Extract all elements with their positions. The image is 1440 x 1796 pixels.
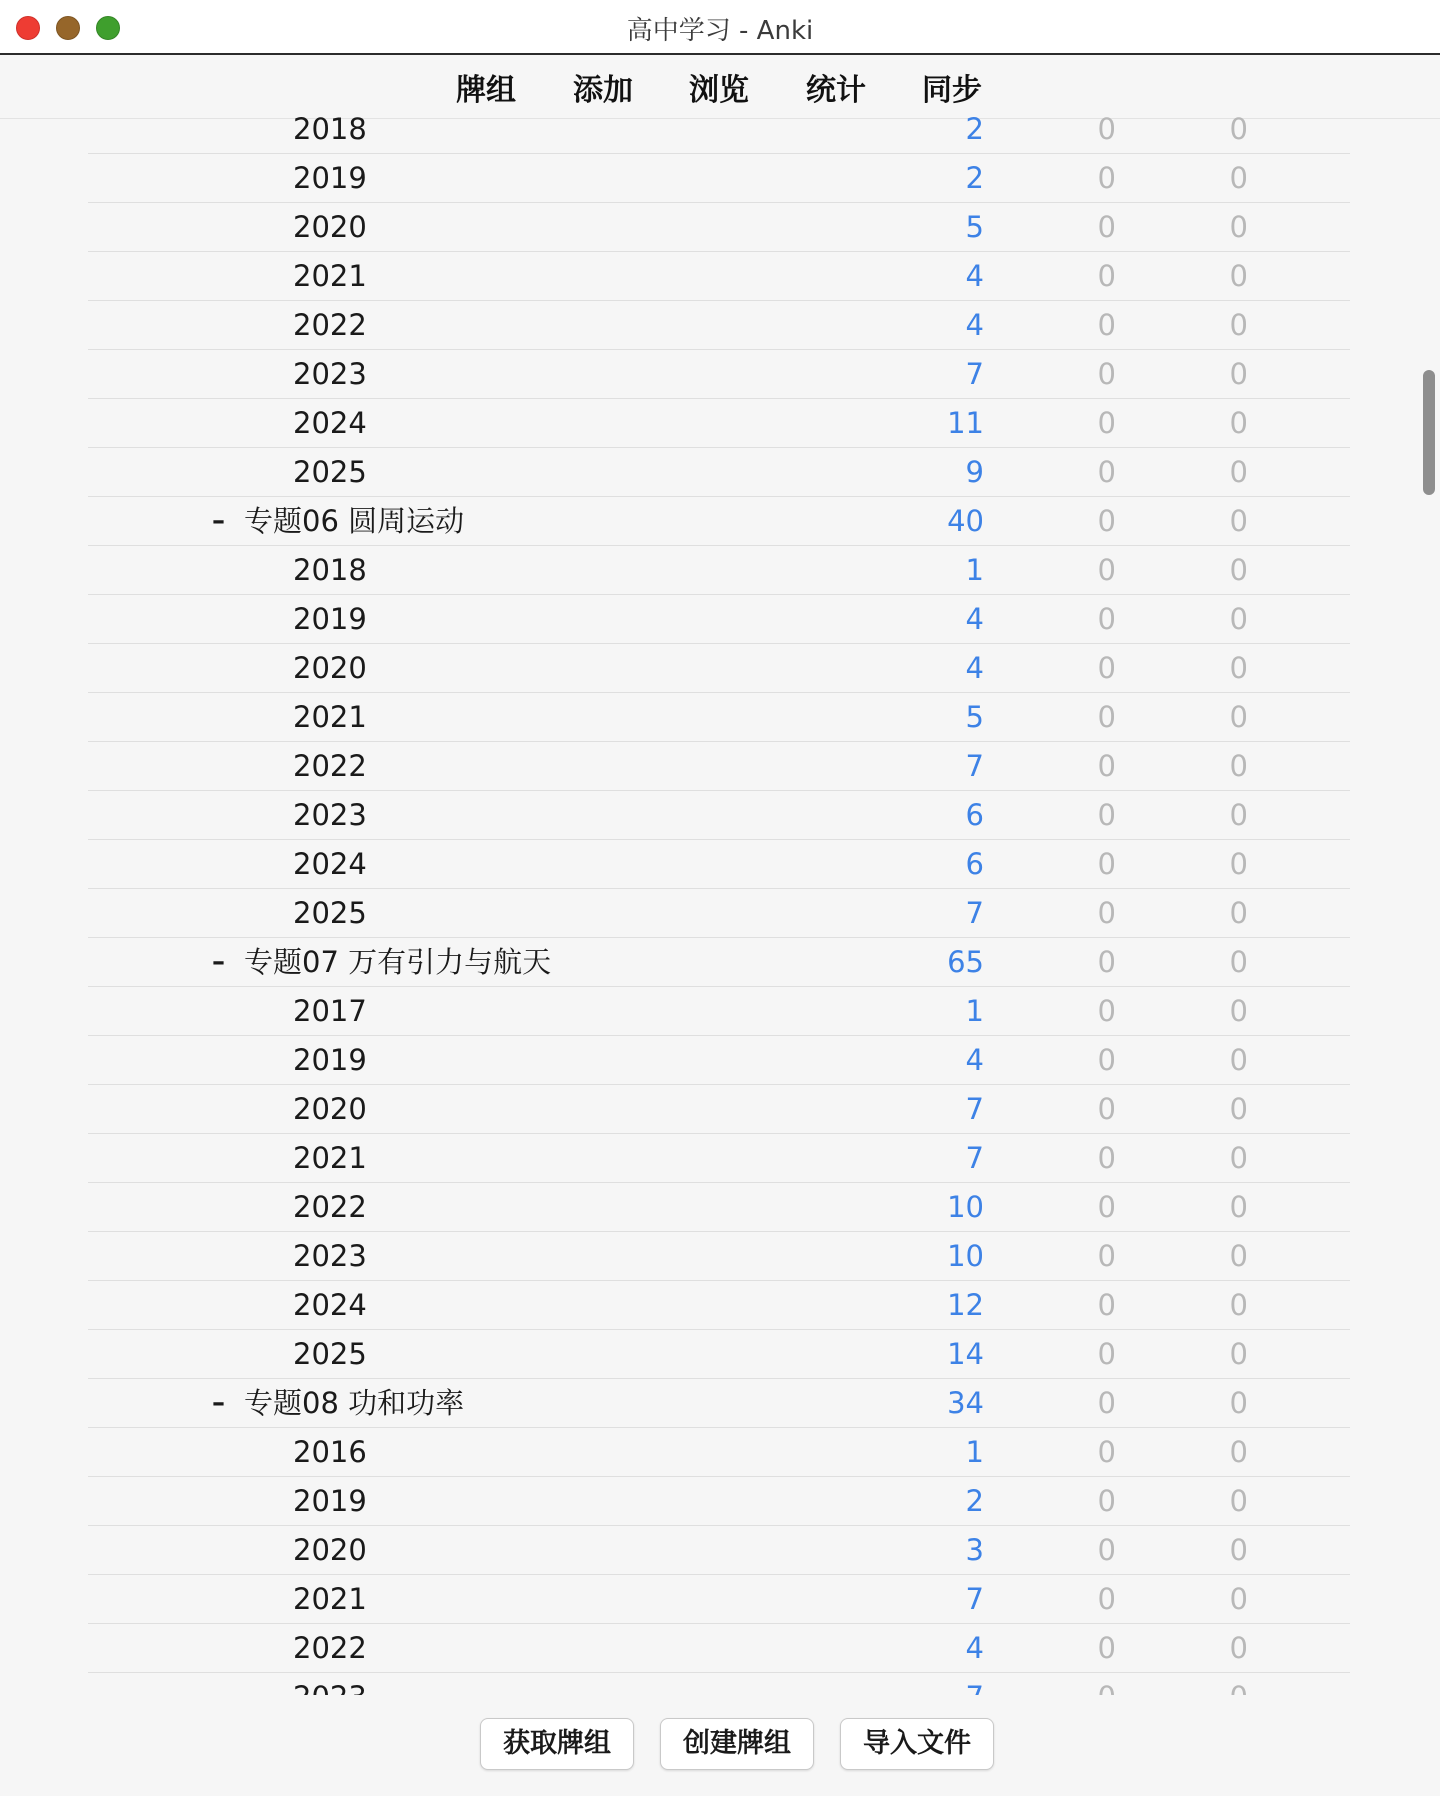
new-count: 7 bbox=[965, 1092, 984, 1126]
deck-name[interactable]: 2024 bbox=[293, 1288, 367, 1322]
deck-name[interactable]: 2021 bbox=[293, 259, 367, 293]
deck-row[interactable] bbox=[88, 154, 1350, 203]
learn-count: 0 bbox=[1097, 1582, 1116, 1616]
new-count: 1 bbox=[965, 553, 984, 587]
new-count: 5 bbox=[965, 700, 984, 734]
deck-name[interactable]: 2023 bbox=[293, 1239, 367, 1273]
new-count: 5 bbox=[965, 210, 984, 244]
learn-count: 0 bbox=[1097, 798, 1116, 832]
learn-count: 0 bbox=[1097, 1288, 1116, 1322]
deck-name[interactable]: 2025 bbox=[293, 1337, 367, 1371]
learn-count: 0 bbox=[1097, 749, 1116, 783]
due-count: 0 bbox=[1229, 798, 1248, 832]
due-count: 0 bbox=[1229, 308, 1248, 342]
deck-row[interactable] bbox=[88, 644, 1350, 693]
learn-count: 0 bbox=[1097, 1141, 1116, 1175]
due-count: 0 bbox=[1229, 504, 1248, 538]
deck-row[interactable] bbox=[88, 1330, 1350, 1379]
deck-row-parent[interactable] bbox=[88, 1379, 1350, 1428]
deck-row[interactable] bbox=[88, 1477, 1350, 1526]
learn-count: 0 bbox=[1097, 602, 1116, 636]
new-count: 10 bbox=[947, 1239, 984, 1273]
deck-name[interactable]: 2025 bbox=[293, 896, 367, 930]
due-count: 0 bbox=[1229, 1239, 1248, 1273]
get-shared-button[interactable]: 获取牌组 bbox=[480, 1718, 634, 1770]
new-count: 11 bbox=[947, 406, 984, 440]
learn-count: 0 bbox=[1097, 161, 1116, 195]
scrollbar-thumb[interactable] bbox=[1423, 370, 1435, 495]
deck-name[interactable]: 2020 bbox=[293, 651, 367, 685]
learn-count: 0 bbox=[1097, 308, 1116, 342]
new-count: 10 bbox=[947, 1190, 984, 1224]
due-count: 0 bbox=[1229, 1141, 1248, 1175]
toolbar-decks[interactable]: 牌组 bbox=[456, 73, 516, 108]
deck-name[interactable]: 2018 bbox=[293, 553, 367, 587]
new-count: 1 bbox=[965, 1435, 984, 1469]
deck-row[interactable] bbox=[88, 1036, 1350, 1085]
deck-name[interactable]: 2019 bbox=[293, 1484, 367, 1518]
due-count: 0 bbox=[1229, 1582, 1248, 1616]
deck-row[interactable] bbox=[88, 987, 1350, 1036]
due-count: 0 bbox=[1229, 749, 1248, 783]
deck-name[interactable]: 2021 bbox=[293, 1582, 367, 1616]
deck-row[interactable] bbox=[88, 1085, 1350, 1134]
deck-row[interactable] bbox=[88, 1526, 1350, 1575]
new-count: 4 bbox=[965, 1043, 984, 1077]
deck-row[interactable] bbox=[88, 889, 1350, 938]
new-count: 4 bbox=[965, 1631, 984, 1665]
learn-count: 0 bbox=[1097, 504, 1116, 538]
deck-name[interactable]: 2020 bbox=[293, 1092, 367, 1126]
due-count: 0 bbox=[1229, 1631, 1248, 1665]
learn-count: 0 bbox=[1097, 259, 1116, 293]
learn-count: 0 bbox=[1097, 945, 1116, 979]
deck-name[interactable]: 2019 bbox=[293, 161, 367, 195]
new-count: 4 bbox=[965, 308, 984, 342]
collapse-toggle[interactable]: – bbox=[212, 506, 225, 536]
deck-row[interactable] bbox=[88, 350, 1350, 399]
new-count: 7 bbox=[965, 357, 984, 391]
due-count: 0 bbox=[1229, 1533, 1248, 1567]
deck-name[interactable]: 2023 bbox=[293, 798, 367, 832]
learn-count: 0 bbox=[1097, 1239, 1116, 1273]
bottom-bar bbox=[0, 1695, 1440, 1796]
new-count: 7 bbox=[965, 1582, 984, 1616]
learn-count: 0 bbox=[1097, 1435, 1116, 1469]
toolbar-browse[interactable]: 浏览 bbox=[689, 73, 749, 108]
learn-count: 0 bbox=[1097, 1533, 1116, 1567]
import-file-button[interactable]: 导入文件 bbox=[840, 1718, 994, 1770]
deck-row[interactable] bbox=[88, 546, 1350, 595]
learn-count: 0 bbox=[1097, 553, 1116, 587]
window-title: 高中学习 - Anki bbox=[626, 16, 814, 46]
title-bar bbox=[0, 0, 1440, 55]
deck-name[interactable]: 2022 bbox=[293, 749, 367, 783]
due-count: 0 bbox=[1229, 945, 1248, 979]
deck-row[interactable] bbox=[88, 1232, 1350, 1281]
deck-row[interactable] bbox=[88, 1134, 1350, 1183]
deck-name[interactable]: 专题08 功和功率 bbox=[244, 1386, 465, 1420]
deck-name[interactable]: 专题06 圆周运动 bbox=[244, 504, 465, 538]
due-count: 0 bbox=[1229, 259, 1248, 293]
collapse-toggle[interactable]: – bbox=[212, 947, 225, 977]
deck-row-parent[interactable] bbox=[88, 938, 1350, 987]
deck-row-parent[interactable] bbox=[88, 497, 1350, 546]
new-count: 9 bbox=[965, 455, 984, 489]
toolbar-stats[interactable]: 统计 bbox=[806, 73, 866, 108]
new-count: 3 bbox=[965, 1533, 984, 1567]
deck-row[interactable] bbox=[88, 1281, 1350, 1330]
learn-count: 0 bbox=[1097, 651, 1116, 685]
learn-count: 0 bbox=[1097, 1043, 1116, 1077]
learn-count: 0 bbox=[1097, 1631, 1116, 1665]
deck-row[interactable] bbox=[88, 105, 1350, 154]
due-count: 0 bbox=[1229, 994, 1248, 1028]
learn-count: 0 bbox=[1097, 1092, 1116, 1126]
due-count: 0 bbox=[1229, 406, 1248, 440]
new-count: 14 bbox=[947, 1337, 984, 1371]
collapse-toggle[interactable]: – bbox=[212, 1388, 225, 1418]
new-count: 40 bbox=[947, 504, 984, 538]
deck-name[interactable]: 2025 bbox=[293, 455, 367, 489]
due-count: 0 bbox=[1229, 1092, 1248, 1126]
due-count: 0 bbox=[1229, 651, 1248, 685]
due-count: 0 bbox=[1229, 1337, 1248, 1371]
new-count: 6 bbox=[965, 798, 984, 832]
deck-row[interactable] bbox=[88, 448, 1350, 497]
new-count: 6 bbox=[965, 847, 984, 881]
deck-list-area[interactable] bbox=[0, 112, 1440, 1695]
new-count: 4 bbox=[965, 602, 984, 636]
due-count: 0 bbox=[1229, 1435, 1248, 1469]
due-count: 0 bbox=[1229, 210, 1248, 244]
due-count: 0 bbox=[1229, 357, 1248, 391]
learn-count: 0 bbox=[1097, 1337, 1116, 1371]
new-count: 12 bbox=[947, 1288, 984, 1322]
deck-row[interactable] bbox=[88, 791, 1350, 840]
new-count: 65 bbox=[947, 945, 984, 979]
learn-count: 0 bbox=[1097, 357, 1116, 391]
learn-count: 0 bbox=[1097, 1484, 1116, 1518]
due-count: 0 bbox=[1229, 553, 1248, 587]
new-count: 4 bbox=[965, 259, 984, 293]
deck-name[interactable]: 2021 bbox=[293, 1141, 367, 1175]
learn-count: 0 bbox=[1097, 847, 1116, 881]
new-count: 1 bbox=[965, 994, 984, 1028]
deck-row[interactable] bbox=[88, 1183, 1350, 1232]
deck-name[interactable]: 2016 bbox=[293, 1435, 367, 1469]
learn-count: 0 bbox=[1097, 700, 1116, 734]
deck-row[interactable] bbox=[88, 1428, 1350, 1477]
learn-count: 0 bbox=[1097, 896, 1116, 930]
new-count: 2 bbox=[965, 112, 984, 146]
learn-count: 0 bbox=[1097, 210, 1116, 244]
due-count: 0 bbox=[1229, 161, 1248, 195]
deck-name[interactable]: 2022 bbox=[293, 1631, 367, 1665]
deck-name[interactable]: 2024 bbox=[293, 406, 367, 440]
learn-count: 0 bbox=[1097, 112, 1116, 146]
due-count: 0 bbox=[1229, 1386, 1248, 1420]
learn-count: 0 bbox=[1097, 406, 1116, 440]
deck-row[interactable] bbox=[88, 301, 1350, 350]
new-count: 7 bbox=[965, 749, 984, 783]
deck-row[interactable] bbox=[88, 742, 1350, 791]
new-count: 2 bbox=[965, 161, 984, 195]
deck-name[interactable]: 2022 bbox=[293, 308, 367, 342]
due-count: 0 bbox=[1229, 602, 1248, 636]
deck-row[interactable] bbox=[88, 1575, 1350, 1624]
deck-name[interactable]: 2017 bbox=[293, 994, 367, 1028]
new-count: 7 bbox=[965, 896, 984, 930]
deck-row[interactable] bbox=[88, 399, 1350, 448]
learn-count: 0 bbox=[1097, 1190, 1116, 1224]
deck-name[interactable]: 2018 bbox=[293, 112, 367, 146]
deck-name[interactable]: 2019 bbox=[293, 602, 367, 636]
deck-name[interactable]: 专题07 万有引力与航天 bbox=[244, 945, 552, 979]
deck-name[interactable]: 2023 bbox=[293, 357, 367, 391]
learn-count: 0 bbox=[1097, 994, 1116, 1028]
due-count: 0 bbox=[1229, 1043, 1248, 1077]
due-count: 0 bbox=[1229, 700, 1248, 734]
create-deck-button[interactable]: 创建牌组 bbox=[660, 1718, 814, 1770]
deck-name[interactable]: 2024 bbox=[293, 847, 367, 881]
deck-name[interactable]: 2019 bbox=[293, 1043, 367, 1077]
deck-row[interactable] bbox=[88, 693, 1350, 742]
new-count: 2 bbox=[965, 1484, 984, 1518]
deck-name[interactable]: 2022 bbox=[293, 1190, 367, 1224]
due-count: 0 bbox=[1229, 1190, 1248, 1224]
deck-row[interactable] bbox=[88, 203, 1350, 252]
due-count: 0 bbox=[1229, 112, 1248, 146]
toolbar-add[interactable]: 添加 bbox=[573, 73, 633, 108]
new-count: 4 bbox=[965, 651, 984, 685]
deck-name[interactable]: 2020 bbox=[293, 210, 367, 244]
deck-row[interactable] bbox=[88, 252, 1350, 301]
learn-count: 0 bbox=[1097, 1386, 1116, 1420]
learn-count: 0 bbox=[1097, 455, 1116, 489]
new-count: 7 bbox=[965, 1141, 984, 1175]
deck-row[interactable] bbox=[88, 1624, 1350, 1673]
deck-name[interactable]: 2020 bbox=[293, 1533, 367, 1567]
deck-row[interactable] bbox=[88, 840, 1350, 889]
new-count: 34 bbox=[947, 1386, 984, 1420]
due-count: 0 bbox=[1229, 1484, 1248, 1518]
deck-name[interactable]: 2021 bbox=[293, 700, 367, 734]
due-count: 0 bbox=[1229, 1288, 1248, 1322]
due-count: 0 bbox=[1229, 455, 1248, 489]
due-count: 0 bbox=[1229, 896, 1248, 930]
due-count: 0 bbox=[1229, 847, 1248, 881]
toolbar-sync[interactable]: 同步 bbox=[922, 73, 982, 108]
deck-row[interactable] bbox=[88, 595, 1350, 644]
